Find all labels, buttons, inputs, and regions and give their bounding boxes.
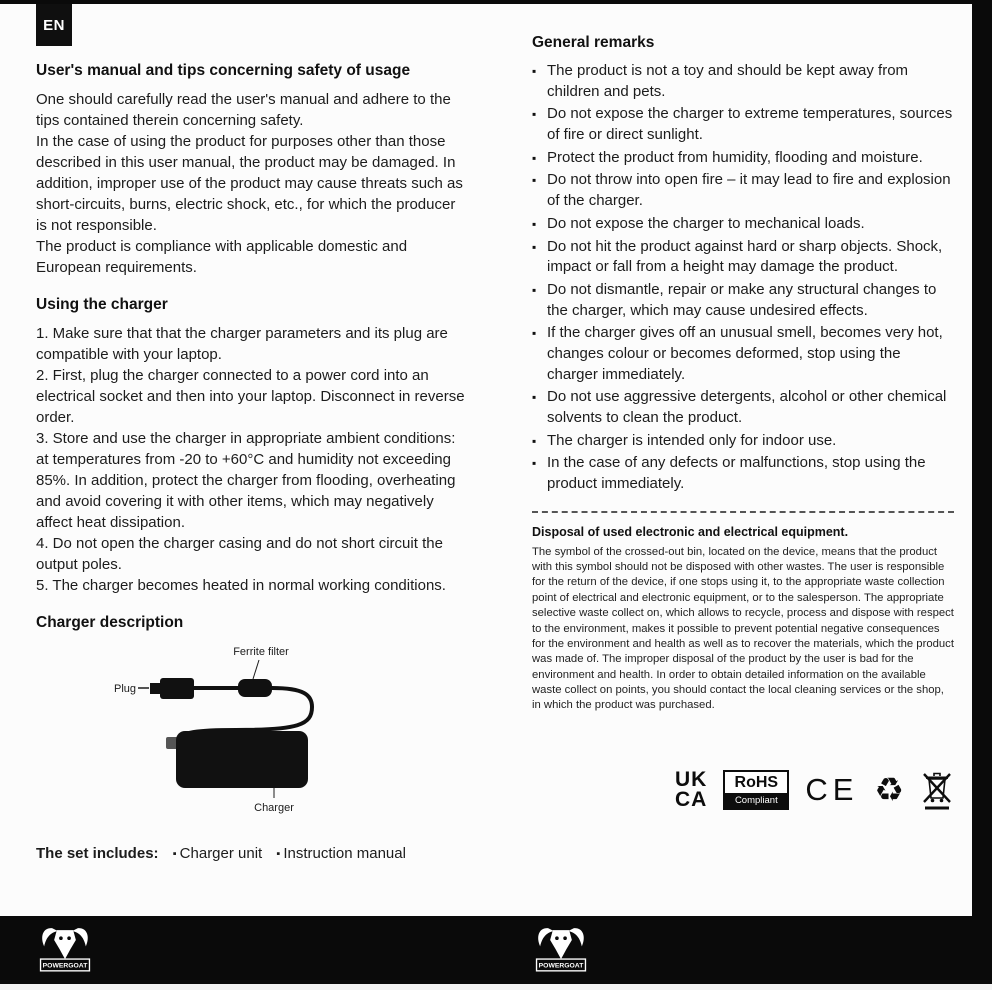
footer-band [0,916,992,984]
remark-item: ▪ Do not hit the product against hard or sharp objects. Shock, impact or fall from a height may damage the product. [532,237,954,278]
disposal-body: The symbol of the crossed-out bin, located on the device, means that the product with this symbol should not be disposed with other wastes. The user is responsible for the return of the device, if one stops using it, to the appropriate waste collection point of electrical and electronic equipment, or to the salesperson. The appropriate selective waste collect on, which allows to recycle, process and dispose with respect to the environment, makes it possible to prevent potential negative consequences for the environment and health as well as to recover the materials, which the product was made of. The improper disposal of the product by the user is bad for the environment and health. In order to obtain detailed information on the available waste collect on points, you should contact the local cleaning services or the shop, in which the product was purchased. [532,545,954,712]
step-item: 3. Store and use the charger in appropriate ambient conditions: at temperatures from -20 to +60°C and humidity not exceeding 85%. In addition, protect the charger from flooding, overheating and avoid covering it with other items, which may negatively affect heat dissipation. [36,430,456,531]
step-item: 5. The charger becomes heated in normal working conditions. [36,577,446,594]
scan-edge-top [0,0,992,4]
safety-paragraph: One should carefully read the user's manual and adhere to the tips contained therein concerning safety. [36,91,451,129]
plug-body [160,678,194,699]
remark-item: ▪ Do not throw into open fire – it may lead to fire and explosion of the charger. [532,170,954,211]
weee-crossed-bin-icon [920,768,954,812]
rohs-mark [723,770,789,810]
set-includes-item: ▪ Charger unit [173,845,263,862]
general-remarks-list [532,61,954,495]
plug-label: Plug [114,683,137,695]
safety-paragraph: The product is compliance with applicable domestic and European requirements. [36,238,408,276]
remark-item: ▪ Do not dismantle, repair or make any structural changes to the charger, which may cause undesired effects. [532,280,954,321]
ce-mark: CE [805,771,859,807]
set-includes-item: ▪ Instruction manual [276,845,406,862]
charger-description-heading: Charger description [36,614,184,631]
using-charger-steps [36,323,468,596]
charger-label: Charger [254,802,294,814]
step-item: 4. Do not open the charger casing and do not short circuit the output poles. [36,535,443,573]
set-includes-line [36,843,468,864]
language-badge: EN [36,4,72,46]
remark-item: ▪ Do not expose the charger to extreme temperatures, sources of fire or direct sunlight. [532,104,954,145]
remark-item: ▪ The product is not a toy and should be kept away from children and pets. [532,61,954,102]
safety-paragraph: In the case of using the product for purposes other than those described in this user manual, the product may be damaged. In addition, improper use of the product may cause threats such as short-circuits, burns, electric shock, etc., for which the producer is not responsible. [36,133,463,234]
ukca-line: UK [674,768,708,792]
rohs-title: RoHS [734,773,779,791]
remark-item: ▪ Do not use aggressive detergents, alcohol or other chemical solvents to clean the product. [532,387,954,428]
remark-item: ▪ Do not expose the charger to mechanical loads. [532,214,954,235]
plug-prong [150,683,160,694]
step-item: 1. Make sure that that the charger parameters and its plug are compatible with your laptop. [36,325,448,363]
remark-item: ▪ If the charger gives off an unusual smell, becomes very hot, changes colour or becomes deformed, stop using the charger immediately. [532,323,954,385]
safety-heading: User's manual and tips concerning safety of usage [36,62,411,79]
remark-item: ▪ The charger is intended only for indoor use. [532,431,954,452]
scan-edge-bottom [0,984,992,990]
remark-item: ▪ Protect the product from humidity, flooding and moisture. [532,148,954,169]
ukca-mark [675,770,707,809]
charger-body [176,731,308,788]
disposal-heading: Disposal of used electronic and electrical equipment. [532,524,849,539]
ferrite-filter-label: Ferrite filter [233,646,289,658]
ferrite-filter [238,679,272,697]
powergoat-wordmark: POWERGOAT [42,962,88,970]
general-remarks-heading: General remarks [532,34,655,51]
dashed-divider [532,511,954,513]
certification-marks-row [532,768,954,812]
remark-item: ▪ In the case of any defects or malfunctions, stop using the product immediately. [532,453,954,494]
charger-diagram [36,641,468,829]
ukca-line: CA [674,787,708,811]
set-includes-label: The set includes: [36,845,159,862]
powergoat-logo [36,920,94,980]
right-column [532,34,954,812]
left-column [36,62,468,864]
powergoat-logo [532,920,590,980]
step-item: 2. First, plug the charger connected to a power cord into an electrical socket and then into your laptop. Disconnect in reverse order. [36,367,465,426]
charger-diagram-illustration [86,641,416,829]
recycling-icon: ♻ [874,771,904,809]
rohs-subtitle: Compliant [725,793,787,808]
powergoat-wordmark: POWERGOAT [538,962,584,970]
using-charger-heading: Using the charger [36,296,168,313]
scan-edge-right [972,0,992,990]
